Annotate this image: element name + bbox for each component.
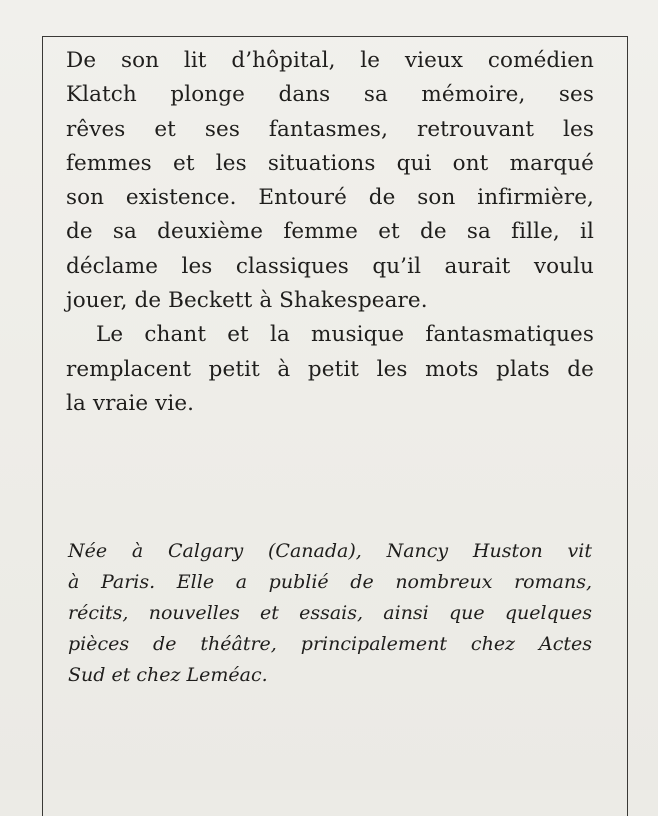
author-bio-line: récits, nouvelles et essais, ainsi que quelques xyxy=(68,602,592,624)
synopsis xyxy=(66,44,594,421)
synopsis-line: de sa deuxième femme et de sa fille, il xyxy=(66,219,594,245)
synopsis-line: rêves et ses fantasmes, retrouvant les xyxy=(66,116,594,142)
synopsis-line: Klatch plonge dans sa mémoire, ses xyxy=(66,82,594,108)
synopsis-line: jouer, de Beckett à Shakespeare. xyxy=(66,288,428,314)
author-bio-line: à Paris. Elle a publié de nombreux romans, xyxy=(68,571,592,593)
synopsis-line: Le chant et la musique fantasmatiques xyxy=(96,322,594,348)
synopsis-line: déclame les classiques qu’il aurait voulu xyxy=(66,253,594,279)
synopsis-line: son existence. Entouré de son infirmière, xyxy=(66,185,594,211)
synopsis-line: la vraie vie. xyxy=(66,390,195,416)
synopsis-line: De son lit d’hôpital, le vieux comédien xyxy=(66,48,594,73)
author-bio-line: Sud et chez Leméac. xyxy=(68,664,268,686)
author-bio xyxy=(68,536,592,691)
synopsis-line: femmes et les situations qui ont marqué xyxy=(66,150,594,176)
author-bio-line: pièces de théâtre, principalement chez Actes xyxy=(68,633,592,655)
synopsis-line: remplacent petit à petit les mots plats de xyxy=(66,356,594,382)
author-bio-line: Née à Calgary (Canada), Nancy Huston vit xyxy=(68,540,592,562)
